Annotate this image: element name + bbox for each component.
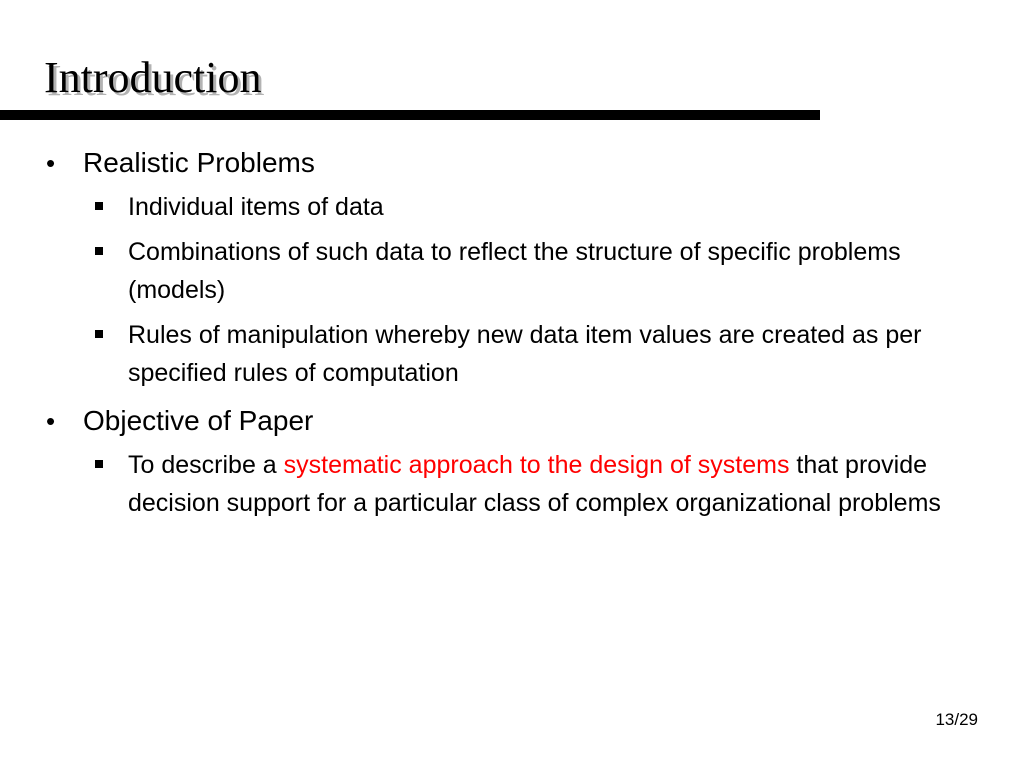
page-number: 13/29 <box>935 710 978 729</box>
sub-bullet-text: Individual items of data <box>128 193 384 221</box>
sub-bullet-individual-items <box>83 188 994 226</box>
bullet-heading: Realistic Problems <box>83 147 315 178</box>
square-bullet-icon <box>95 202 103 210</box>
bullet-objective-of-paper <box>44 402 994 522</box>
round-bullet-icon: • <box>46 406 56 436</box>
highlighted-phrase: systematic approach to the design of systems <box>283 451 790 479</box>
bullet-heading: Objective of Paper <box>83 405 314 436</box>
sub-bullet-text: Combinations of such data to reflect the structure of specific problems (models) <box>128 238 901 304</box>
sub-bullet-list <box>83 446 994 522</box>
slide-title: Introduction <box>44 53 262 102</box>
round-bullet-icon: • <box>46 148 56 178</box>
square-bullet-icon <box>95 330 103 338</box>
sub-bullet-rules <box>83 316 994 392</box>
bullet-realistic-problems <box>44 144 994 392</box>
slide-content <box>44 144 994 532</box>
sub-bullet-text: Rules of manipulation whereby new data item values are created as per specified rules of computation <box>128 321 922 387</box>
objective-text-after: that provide decision support for a particular class of complex organizational problems <box>128 451 941 517</box>
title-underline-rule <box>0 110 820 120</box>
sub-bullet-combinations <box>83 233 994 309</box>
sub-bullet-list <box>83 188 994 392</box>
square-bullet-icon <box>95 247 103 255</box>
sub-bullet-objective <box>83 446 994 522</box>
objective-text-before: To describe a <box>128 451 284 479</box>
square-bullet-icon <box>95 460 103 468</box>
